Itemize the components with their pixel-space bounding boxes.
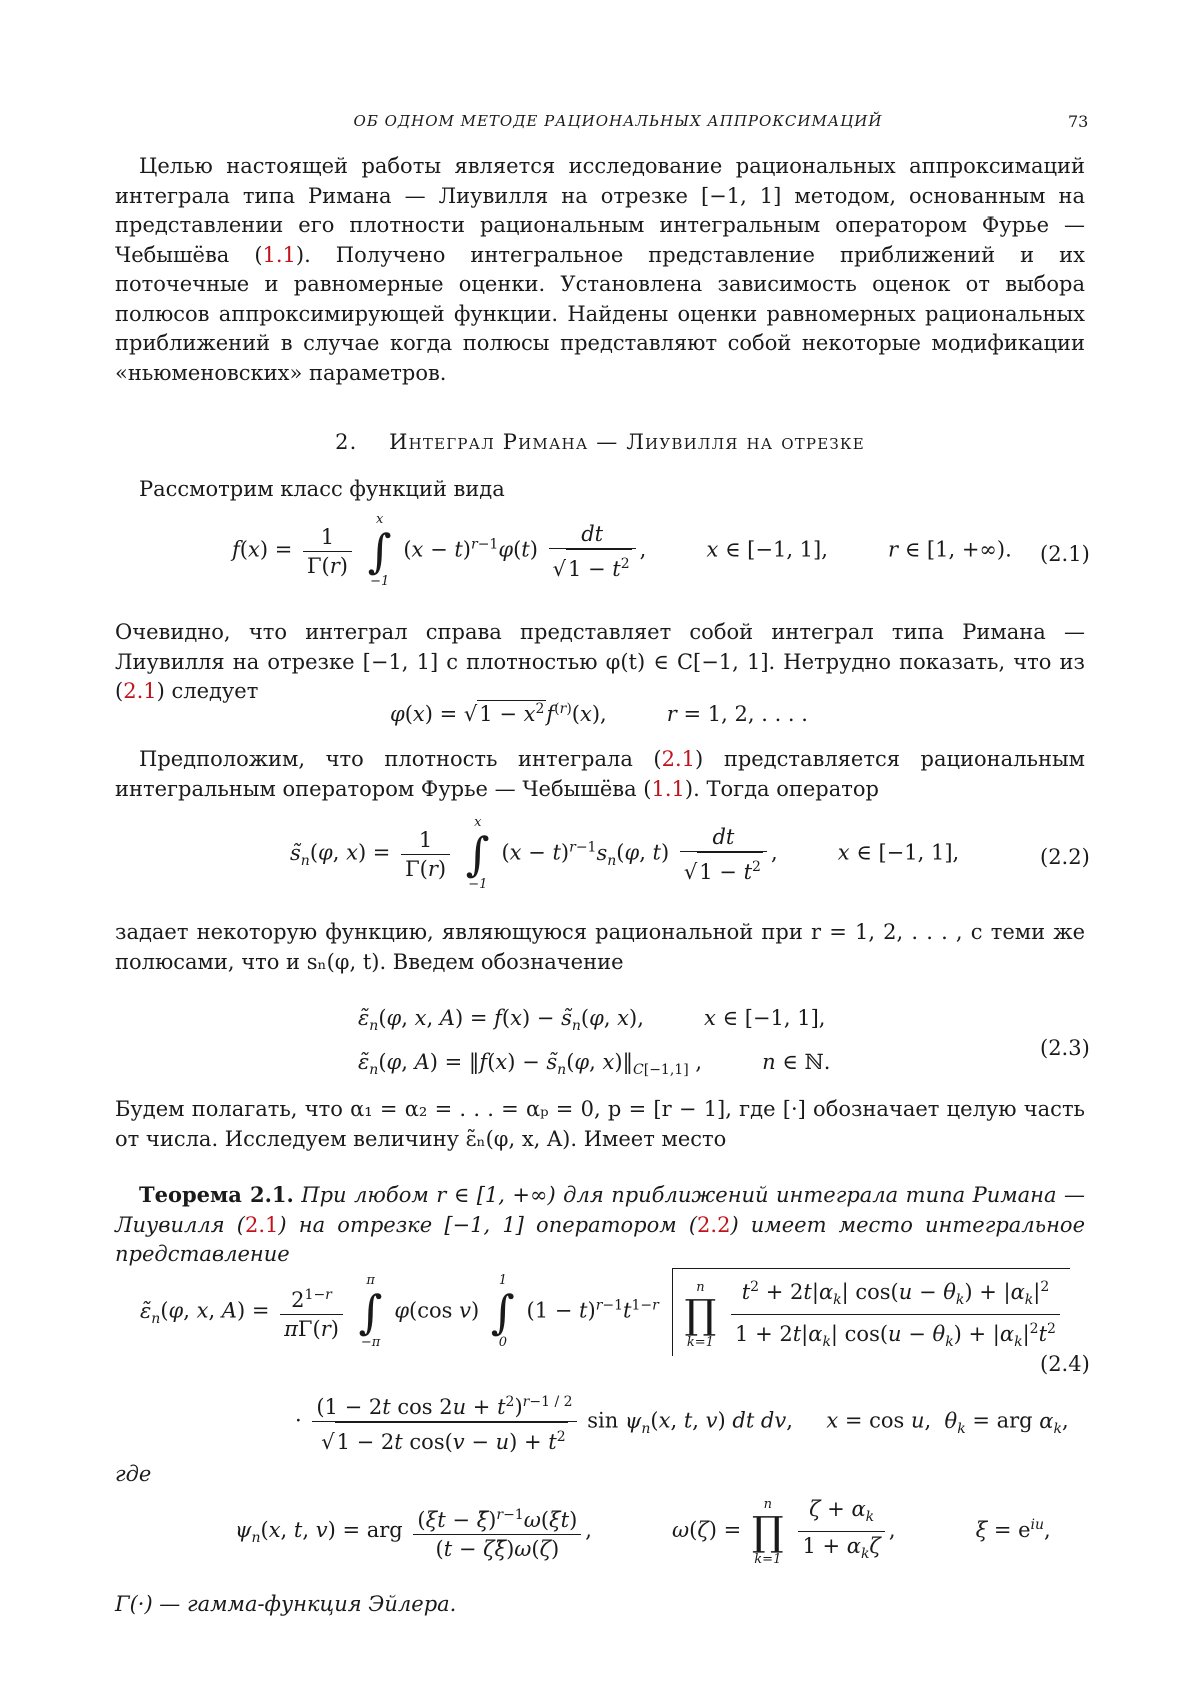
equation-2-2: $s̃_n(\varphi$, x) = $\frac{1}{\Gamma(r)}$ x ∫ −1 $(x - t)^{r-1}s_n(\varphi$, t) $\frac{dt}{√1 - t^2}$ , x ∈ [−1, 1], xyxy=(290,815,960,892)
p3-text-b: ) следует xyxy=(156,679,259,703)
theorem-body-b: ) на отрезке [−1, 1] оператором ( xyxy=(278,1212,698,1237)
ref-link-2-1b[interactable]: 2.1 xyxy=(661,747,696,771)
equation-number-2-1: (2.1) xyxy=(1040,542,1090,566)
section-title-text: Интеграл Римана — Лиувилля на отрезке xyxy=(389,430,865,454)
running-title: ОБ ОДНОМ МЕТОДЕ РАЦИОНАЛЬНЫХ АППРОКСИМАЦИЙ xyxy=(353,112,883,130)
paragraph-suppose xyxy=(115,745,1085,804)
ref-link-1-1[interactable]: 1.1 xyxy=(262,242,296,267)
gamma-note: Γ(·) — гамма-функция Эйлера. xyxy=(115,1592,457,1616)
theorem-body-c: ) имеет место интегральное представление xyxy=(115,1212,1085,1266)
equation-2-4-line-2: · $\frac{(1 - 2t \cos 2u + t^2)^{r-1 / 2}}{√1 - 2t \cos(v - u) + t^2}$ $\sin \psi_n(x$, t, v) dt dv, x = cos u, $\theta_k$ = arg $\alpha_k$, xyxy=(295,1388,1069,1456)
intro-text-b: ). Получено интегральное представление приближений и их поточечные и равномерные оценки. Установлена зависимость оценок от выбора полюсов аппроксимирующей функции. Найдены оценки равномерных рациональных приближений в случае когда полюсы представляют собой некоторые модификации «ньюменовских» параметров. xyxy=(115,242,1085,385)
page-number: 73 xyxy=(1068,112,1089,131)
equation-phi-derivative: $\varphi(x) = √1 - x^2f^{(r)}(x)$, r = 1, 2, . . . . xyxy=(390,701,808,726)
theorem-2-1 xyxy=(115,1180,1085,1270)
paragraph-assume-alpha: Будем полагать, что α₁ = α₂ = . . . = αₚ = 0, p = [r − 1], где [·] обозначает целую часть от числа. Исследуем величину ε̃ₙ(φ, x, A). Имеет место xyxy=(115,1097,1085,1151)
equation-number-2-3: (2.3) xyxy=(1040,1036,1090,1060)
section-title xyxy=(0,430,1200,454)
ref-link-1-1b[interactable]: 1.1 xyxy=(651,776,685,801)
equation-2-4-line-1: $\varepsiloñ_n(\varphi$, x, A) = $\frac{2^{1-r}}{\pi\Gamma(r)}$ π ∫ −π φ(cos v) 1 ∫ 0 $(1 - t)^{r-1}t^{1-r}$ n ∏ k=1 $\frac{t^2 + 2t|\alpha_k| \cos(u - \theta_k) + |\alpha_k|^2}{1 + 2t|\alpha_k| \cos(u - \theta_k) + |\alpha_k|^2t^2}$ xyxy=(140,1268,1070,1356)
theorem-head: Теорема 2.1. xyxy=(139,1182,294,1207)
ref-link-2-2[interactable]: 2.2 xyxy=(697,1212,731,1237)
p3-text-a: Очевидно, что интеграл справа представляет собой интеграл типа Римана — Лиувилля на отрезке [−1, 1] с плотностью φ(t) ∈ C[−1, 1]. Нетрудно показать, что из ( xyxy=(115,620,1085,703)
equation-number-2-4: (2.4) xyxy=(1040,1352,1090,1376)
equation-2-1: f(x) = $\frac{1}{\Gamma(r)}$ x ∫ −1 $(x - t)^{r-1}\varphi(t)$ $\frac{dt}{√1 - t^2}$ , x ∈ [−1, 1], r ∈ [1, +∞). xyxy=(232,512,1012,589)
section-number: 2. xyxy=(335,430,358,454)
paragraph-obviously xyxy=(115,618,1085,707)
intro-paragraph xyxy=(115,152,1085,388)
paragraph-defines: задает некоторую функцию, являющуюся рациональной при r = 1, 2, . . . , с теми же полюсами, что и sₙ(φ, t). Введем обозначение xyxy=(115,920,1085,974)
equation-2-3: $\varepsiloñ_n(\varphi$, x, $A) = f(x) - s̃_n(\varphi$, x), x ∈ [−1, 1], $\varepsiloñ_n(\varphi$, A) = ‖f(x) − $s̃_n(\varphi$, $x)‖_{C[-1,1]}$ , n ∈ ℕ. xyxy=(358,1006,831,1079)
paragraph-class-of-functions: Рассмотрим класс функций вида xyxy=(139,477,505,501)
equation-psi-omega: $\psi_n(x$, t, v) = arg $\frac{(\xi t - \xī)^{r-1}\omega(\xi t)}{(t - \zeta\xī)\omega(\zeta)}$ , ω(ζ) = n ∏ k=1 $\frac{\zeta + \alpha_k}{1 + \alpha_k\zeta}$ , $\xi = e^{iu}$, xyxy=(235,1496,1051,1567)
p4-text-c: ). Тогда оператор xyxy=(684,776,879,801)
ref-link-2-1c[interactable]: 2.1 xyxy=(245,1212,279,1237)
p4-text-a: Предположим, что плотность интеграла ( xyxy=(139,747,662,771)
ref-link-2-1[interactable]: 2.1 xyxy=(123,679,157,703)
theorem-body-a: При любом r ∈ [1, +∞) для приближений интеграла типа Римана — Лиувилля ( xyxy=(115,1183,1085,1237)
intro-text-a: Целью настоящей работы является исследование рациональных аппроксимаций интеграла типа Римана — Лиувилля на отрезке [−1, 1] методом, основанным на представлении его плотности рациональным интегральным оператором Фурье — Чебышёва ( xyxy=(115,154,1085,267)
where-label: где xyxy=(115,1462,152,1486)
equation-number-2-2: (2.2) xyxy=(1040,845,1090,869)
p4-text-b: ) представляется рациональным интегральным оператором Фурье — Чебышёва ( xyxy=(115,747,1086,801)
